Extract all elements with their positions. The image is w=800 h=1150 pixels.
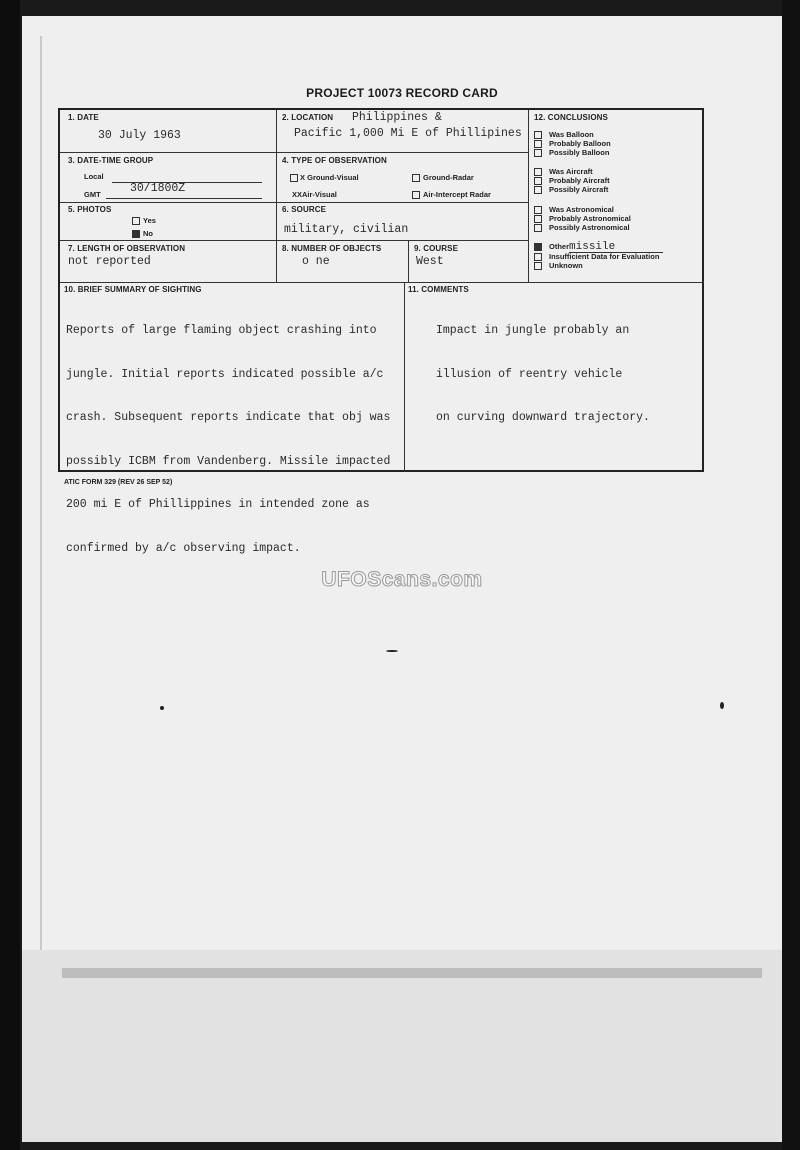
checkbox bbox=[534, 149, 542, 157]
comments-label: 11. COMMENTS bbox=[408, 285, 469, 294]
checkbox bbox=[534, 206, 542, 214]
checkbox bbox=[534, 186, 542, 194]
checkbox bbox=[412, 191, 420, 199]
conclusion-probably-astronomical bbox=[534, 214, 631, 223]
page-title: PROJECT 10073 RECORD CARD bbox=[306, 86, 498, 100]
conclusion-possibly-astronomical bbox=[534, 223, 630, 232]
comments-line: Impact in jungle probably an bbox=[436, 324, 630, 337]
record-card-sheet bbox=[22, 16, 782, 1142]
type-ground-radar bbox=[412, 173, 474, 182]
type-air-visual bbox=[292, 190, 337, 199]
objects-value: o ne bbox=[302, 255, 330, 268]
summary-line: crash. Subsequent reports indicate that obj was bbox=[66, 411, 391, 424]
scan-border-left bbox=[0, 0, 20, 1150]
comments-text bbox=[436, 295, 650, 455]
watermark: UFOScans.com bbox=[321, 568, 483, 591]
date-label: 1. DATE bbox=[68, 113, 99, 122]
photos-no-label: No bbox=[143, 229, 153, 238]
sheet-fold-shadow bbox=[62, 968, 762, 978]
type-air-intercept-label: Air-Intercept Radar bbox=[423, 190, 491, 199]
conclusion-unknown bbox=[534, 261, 583, 270]
checkbox bbox=[534, 177, 542, 185]
checkbox bbox=[534, 215, 542, 223]
summary-line: 200 mi E of Phillippines in intended zone as bbox=[66, 498, 370, 511]
date-value: 30 July 1963 bbox=[98, 129, 181, 142]
conclusion-label: Unknown bbox=[549, 261, 583, 270]
conclusion-insufficient-data bbox=[534, 252, 659, 261]
length-label: 7. LENGTH OF OBSERVATION bbox=[68, 244, 186, 253]
type-ground-radar-label: Ground-Radar bbox=[423, 173, 474, 182]
location-label: 2. LOCATION bbox=[282, 113, 334, 122]
sheet-lower-area bbox=[22, 950, 782, 1142]
divider bbox=[528, 110, 529, 282]
checkbox-checked bbox=[534, 243, 542, 251]
type-air-visual-label: Air-Visual bbox=[302, 190, 337, 199]
conclusion-was-astronomical bbox=[534, 205, 614, 214]
source-value: military, civilian bbox=[284, 223, 409, 236]
summary-text bbox=[66, 295, 390, 585]
conclusions-list bbox=[530, 110, 702, 282]
checkbox bbox=[534, 224, 542, 232]
course-value: West bbox=[416, 255, 444, 268]
checkbox bbox=[412, 174, 420, 182]
conclusion-label: Probably Astronomical bbox=[549, 214, 631, 223]
objects-label: 8. NUMBER OF OBJECTS bbox=[282, 244, 382, 253]
checkbox-checked bbox=[132, 230, 140, 238]
photos-no bbox=[132, 229, 153, 238]
conclusion-probably-aircraft bbox=[534, 176, 610, 185]
dtg-label: 3. DATE-TIME GROUP bbox=[68, 156, 154, 165]
conclusion-label: Other bbox=[549, 242, 570, 251]
conclusion-label: Possibly Astronomical bbox=[549, 223, 630, 232]
conclusion-possibly-balloon bbox=[534, 148, 609, 157]
check-mark: X bbox=[300, 173, 306, 182]
summary-line: possibly ICBM from Vandenberg. Missile impacted bbox=[66, 454, 391, 468]
scan-border-right bbox=[782, 0, 800, 1150]
photos-yes bbox=[132, 216, 156, 225]
divider bbox=[60, 202, 528, 203]
summary-line: Reports of large flaming object crashing into bbox=[66, 324, 377, 337]
dtg-local-label: Local bbox=[84, 172, 104, 181]
dtg-gmt-value: 30/1800Z bbox=[130, 182, 186, 195]
type-ground-visual bbox=[290, 173, 359, 182]
summary-line: confirmed by a/c observing impact. bbox=[66, 541, 301, 555]
comments-line: illusion of reentry vehicle bbox=[436, 367, 623, 381]
length-value: not reported bbox=[68, 255, 151, 268]
photos-label: 5. PHOTOS bbox=[68, 205, 112, 214]
conclusion-label: Probably Aircraft bbox=[549, 176, 610, 185]
conclusion-label: Possibly Balloon bbox=[549, 148, 610, 157]
checkbox bbox=[534, 262, 542, 270]
checkbox bbox=[132, 217, 140, 225]
summary-label: 10. BRIEF SUMMARY OF SIGHTING bbox=[64, 285, 202, 294]
divider bbox=[276, 110, 277, 282]
conclusion-label: Was Astronomical bbox=[549, 205, 614, 214]
divider bbox=[60, 282, 704, 283]
course-label: 9. COURSE bbox=[414, 244, 459, 253]
check-mark: XX bbox=[292, 190, 303, 199]
divider bbox=[60, 152, 528, 153]
conclusion-label: Was Aircraft bbox=[549, 167, 593, 176]
scan-speck bbox=[160, 706, 164, 710]
scan-speck bbox=[386, 650, 398, 652]
conclusion-probably-balloon bbox=[534, 139, 611, 148]
scan-speck bbox=[720, 702, 724, 709]
conclusion-label: Possibly Aircraft bbox=[549, 185, 609, 194]
photos-yes-label: Yes bbox=[143, 216, 156, 225]
location-value-line1: Philippines & bbox=[352, 111, 442, 124]
divider bbox=[408, 240, 409, 282]
divider bbox=[60, 240, 528, 241]
checkbox bbox=[290, 174, 298, 182]
divider bbox=[404, 282, 405, 472]
conclusion-possibly-aircraft bbox=[534, 185, 608, 194]
checkbox bbox=[534, 140, 542, 148]
checkbox bbox=[534, 168, 542, 176]
type-air-intercept bbox=[412, 190, 491, 199]
conclusion-was-balloon bbox=[534, 130, 594, 139]
summary-line: jungle. Initial reports indicated possible a/c bbox=[66, 367, 384, 381]
conclusion-label: Probably Balloon bbox=[549, 139, 611, 148]
form-id: ATIC FORM 329 (REV 26 SEP 52) bbox=[64, 479, 173, 486]
conclusion-label: Insufficient Data for Evaluation bbox=[549, 252, 660, 261]
conclusion-label: Was Balloon bbox=[549, 130, 594, 139]
source-label: 6. SOURCE bbox=[282, 205, 327, 214]
type-ground-visual-label: Ground-Visual bbox=[307, 173, 359, 182]
conclusions-label: 12. CONCLUSIONS bbox=[534, 113, 608, 122]
conclusion-was-aircraft bbox=[534, 167, 593, 176]
location-value-line2: Pacific 1,000 Mi E of Phillipines bbox=[294, 127, 522, 140]
checkbox bbox=[534, 253, 542, 261]
conclusion-other-value: missile bbox=[569, 242, 663, 253]
comments-line: on curving downward trajectory. bbox=[436, 411, 650, 424]
checkbox bbox=[534, 131, 542, 139]
type-label: 4. TYPE OF OBSERVATION bbox=[282, 156, 387, 165]
dtg-gmt-label: GMT bbox=[84, 190, 101, 199]
